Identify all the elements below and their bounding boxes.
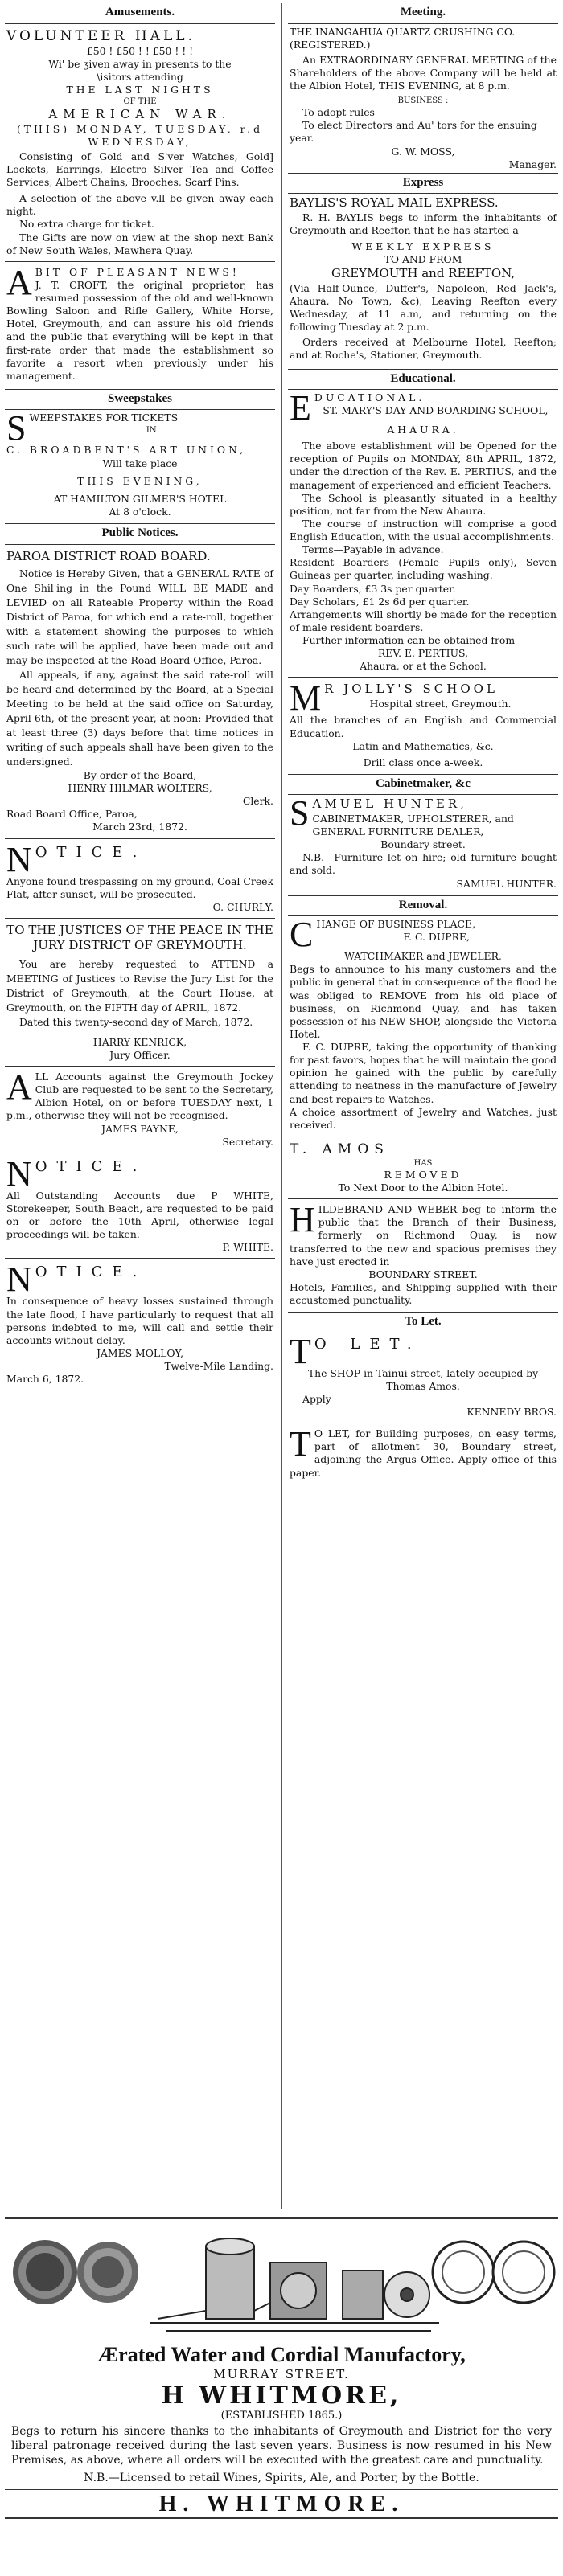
text-line: GREYMOUTH and REEFTON, bbox=[331, 266, 516, 281]
text-line: Twelve-Mile Landing. bbox=[164, 1360, 273, 1373]
amusements-heading: Amusements. bbox=[5, 3, 275, 24]
dupre-ad: CHANGE OF BUSINESS PLACE, F. C. DUPRE, WATCHMAKER and JEWELER, Begs to announce to his many customers and the public in general that in consequence of the flood he was obliged to REMOVE from his old place of business, on Richmond Quay, and has taken possession of his NEW SHOP, alongside the Victoria Hotel. F. C. DUPRE, taking the opportunity of thanking for past favors, hopes that he will maintain the good opinion he gained with the public by carefully attending to neatness in the manufacture of Jewelry and best repairs to Watches. A choice assortment of Jewelry and Watches, just received. bbox=[290, 915, 557, 1131]
text-line: THIS EVENING, bbox=[77, 474, 203, 487]
text-line: AMERICAN WAR. bbox=[48, 107, 232, 122]
signatory: G. W. MOSS, bbox=[391, 145, 455, 158]
sweepstakes-title: WEEPSTAKES FOR TICKETS bbox=[29, 412, 179, 424]
pleasant-body: J. T. CROFT, the original proprietor, has resumed possession of the old and well-known Bowling Saloon and Rifle Gallery, White Horse, Hotel, Greymouth, and can assure his old friends and the public that everything will be kept in that first-rate order that made the establishment so favorite a resort when previously under his management. bbox=[6, 278, 273, 382]
hunter-title: AMUEL HUNTER, bbox=[312, 797, 467, 812]
amos-title: T. AMOS bbox=[290, 1141, 389, 1157]
text-line: Clerk. bbox=[242, 795, 273, 808]
allotment-to-let-ad: T O LET, for Building purposes, on easy terms, part of allotment 30, Boundary street, adjoining the Argus Office. Apply office of this paper. bbox=[290, 1424, 557, 1479]
hildebrand-weber-ad: HILDEBRAND AND WEBER beg to inform the public that the Branch of their Business, formerly on Richmond Quay, is now transferred to the new and spacious premises they have just erected in BOUNDARY STREET. Hotels, Families, and Shipping supplied with their accustomed punctuality. bbox=[290, 1200, 557, 1307]
text-paragraph: N.B.—Furniture let on hire; old furniture bought and sold. bbox=[290, 851, 557, 877]
text-line: REMOVED bbox=[384, 1168, 462, 1181]
whitmore-street: MURRAY STREET. bbox=[213, 2367, 350, 2381]
text-line: Terms—Payable in advance. bbox=[302, 543, 444, 556]
notice-title: OTICE. bbox=[35, 1263, 147, 1281]
meeting-heading: Meeting. bbox=[288, 3, 558, 24]
signatory: JAMES MOLLOY, bbox=[96, 1346, 184, 1359]
left-column bbox=[5, 3, 275, 1387]
text-line: TO AND FROM bbox=[384, 253, 462, 266]
text-paragraph: The School is pleasantly situated in a healthy position, not far from the New Ahaura. bbox=[290, 491, 557, 517]
notice-title: OTICE. bbox=[35, 1157, 147, 1175]
road-board-title: PAROA DISTRICT ROAD BOARD. bbox=[6, 548, 211, 563]
sweepstakes-heading: Sweepstakes bbox=[5, 389, 275, 411]
text-line: Apply bbox=[302, 1392, 331, 1405]
inangahua-meeting-ad bbox=[288, 24, 558, 173]
st-marys-ad: EDUCATIONAL. ST. MARY'S DAY AND BOARDING SCHOOL, AHAURA. The above establishment will be Opened for the reception of Pupils on MONDAY, 8th APRIL, 1872, under the direction of the Rev. E. PERTIUS, and the management of experienced and efficient Teachers. The School is pleasantly situated in a healthy position, not far from the New Ahaura. The course of instruction will comprise a good English Education, with the usual accomplishments. Terms—Payable in advance. Resident Boarders (Female Pupils only), Seven Guineas per quarter, including washing. Day Boarders, £3 3s per quarter. Day Scholars, £1 2s 6d per quarter. Arrangements will shortly be made for the reception of male resident boarders. Further information can be obtained from REV. E. PERTIUS, Ahaura, or at the School. bbox=[290, 388, 557, 673]
justices-title: TO THE JUSTICES OF THE PEACE IN THE JURY DISTRICT OF GREYMOUTH. bbox=[6, 922, 273, 953]
jolly-school-ad: M R JOLLY'S SCHOOL Hospital street, Greymouth. All the branches of an English and Commercial Education. Latin and Mathematics, &c. Drill class once a-week. bbox=[290, 678, 557, 768]
whitmore-signature: H. WHITMORE. bbox=[5, 2489, 558, 2519]
justices-notice bbox=[5, 921, 275, 1063]
medal-icon-right-2 bbox=[493, 2242, 554, 2303]
whitmore-ad bbox=[5, 2214, 558, 2519]
to-let-heading: To Let. bbox=[288, 1312, 558, 1333]
whitmore-name: H WHITMORE, bbox=[161, 2381, 402, 2410]
text-line: March 6, 1872. bbox=[6, 1373, 84, 1386]
signatory: HENRY HILMAR WOLTERS, bbox=[68, 782, 212, 794]
amos-ad bbox=[288, 1139, 558, 1196]
text-line: To adopt rules bbox=[302, 106, 375, 119]
text-line: Day Scholars, £1 2s 6d per quarter. bbox=[290, 595, 470, 608]
text-line: CABINETMAKER, UPHOLSTERER, and GENERAL FURNITURE DEALER, bbox=[312, 812, 514, 838]
text-line: OF THE bbox=[123, 97, 157, 107]
jockey-club-notice: ALL Accounts against the Greymouth Jockey Club are requested to be sent to the Secretary, Albion Hotel, on or before TUESDAY next, 1 p.m., otherwise they will not be recognised. JAMES PAYNE, Secretary. bbox=[6, 1067, 273, 1148]
text-line: WEEKLY EXPRESS bbox=[351, 240, 495, 252]
text-paragraph: Arrangements will shortly be made for the reception of male resident boarders. bbox=[290, 608, 557, 633]
text-line: IN bbox=[146, 425, 157, 435]
text-paragraph: In consequence of heavy losses sustained through the late flood, I have particularly to request that all persons indebted to me, will call and settle their accounts without delay. bbox=[6, 1295, 273, 1346]
text-line: Secretary. bbox=[222, 1135, 273, 1148]
text-line: Hospital street, Greymouth. bbox=[369, 697, 512, 710]
text-line: \isitors attending bbox=[97, 70, 183, 83]
text-line: Dated this twenty-second day of March, 1872. bbox=[19, 1015, 253, 1028]
text-line: Ahaura, or at the School. bbox=[360, 660, 487, 673]
public-notices-heading: Public Notices. bbox=[5, 523, 275, 545]
text-paragraph: Begs to announce to his many customers and the public in general that in consequence of the flood he was obliged to REMOVE from his old place of business, on Richmond Quay, and has taken possession of his NEW SHOP, alongside the Victoria Hotel. bbox=[290, 963, 557, 1040]
churly-notice: NOTICE. Anyone found trespassing on my ground, Coal Creek Flat, after sunset, will be prosecuted. O. CHURLY. bbox=[6, 839, 273, 913]
text-line: To elect Directors and Au' tors for the ensuing year. bbox=[290, 119, 537, 145]
text-paragraph: A choice assortment of Jewelry and Watches, just received. bbox=[290, 1105, 557, 1131]
whitmore-licence: N.B.—Licensed to retail Wines, Spirits, Ale, and Porter, by the Bottle. bbox=[84, 2471, 479, 2484]
text-line: Boundary street. bbox=[380, 838, 466, 851]
text-line: AHAURA. bbox=[387, 424, 459, 436]
text-paragraph: Resident Boarders (Female Pupils only), Seven Guineas per quarter, including washing. bbox=[290, 556, 557, 582]
text-paragraph: The Gifts are now on view at the shop next Bank of New South Wales, Mawhera Quay. bbox=[6, 231, 273, 256]
text-line: Will take place bbox=[102, 457, 178, 469]
hw-body: ILDEBRAND AND WEBER beg to inform the public that the Branch of their Business, formerly on Richmond Quay, is now transferred to the new and spacious premises they have just erected in bbox=[290, 1203, 557, 1268]
dupre-title: HANGE OF BUSINESS PLACE, bbox=[316, 918, 476, 931]
prize-line: £50 ! £50 ! ! £50 ! ! ! bbox=[86, 44, 194, 57]
text-paragraph: Anyone found trespassing on my ground, Coal Creek Flat, after sunset, will be prosecuted. bbox=[6, 874, 273, 900]
text-paragraph: Notice is Hereby Given, that a GENERAL RATE of One Shil'ing in the Pound WILL BE MADE and LEVIED on all Rateable Property within the Road District of Paroa, for which end a rate-roll, together with a statement showing the purposes to which such rate will be applied, have been made out and may be inspected at the Road Board Office, Paroa. bbox=[6, 567, 273, 666]
educational-title: DUCATIONAL. bbox=[314, 391, 425, 403]
machinery-icon bbox=[150, 2238, 439, 2331]
signatory: SAMUEL HUNTER. bbox=[456, 877, 557, 890]
text-paragraph: F. C. DUPRE, taking the opportunity of thanking for past favors, hopes that he will maintain the good opinion he gained with the public by carefully attending to neatness in the manufacture of Jewelry and best repairs to Watches. bbox=[290, 1041, 557, 1105]
allotment-body: O LET, for Building purposes, on easy terms, part of allotment 30, Boundary street, adjoining the Argus Office. Apply office of this paper. bbox=[290, 1427, 557, 1479]
educational-heading: Educational. bbox=[288, 369, 558, 391]
text-line: Drill class once a-week. bbox=[363, 756, 483, 768]
signatory: JAMES PAYNE, bbox=[101, 1122, 179, 1135]
text-line: Further information can be obtained from bbox=[302, 634, 516, 646]
baylis-express-ad bbox=[288, 194, 558, 363]
text-paragraph: A selection of the above v.ll be given away each night. bbox=[6, 192, 273, 218]
text-line: To Next Door to the Albion Hotel. bbox=[338, 1182, 508, 1194]
removal-heading: Removal. bbox=[288, 895, 558, 917]
text-line: At 8 o'clock. bbox=[109, 505, 171, 518]
signatory: P. WHITE. bbox=[222, 1241, 273, 1254]
molloy-notice: NOTICE. In consequence of heavy losses sustained through the late flood, I have particularly to request that all persons indebted to me, will call and settle their accounts without delay. JAMES MOLLOY, Twelve-Mile Landing. March 6, 1872. bbox=[6, 1259, 273, 1386]
signatory: O. CHURLY. bbox=[212, 900, 273, 913]
white-notice: NOTICE. All Outstanding Accounts due P WHITE, Storekeeper, South Beach, are requested to be paid on or before the 10th April, otherwise legal proceedings will be taken. P. WHITE. bbox=[6, 1153, 273, 1254]
text-line: F. C. DUPRE, bbox=[403, 931, 470, 944]
text-line: REV. E. PERTIUS, bbox=[377, 647, 469, 660]
sweepstakes-ad: SWEEPSTAKES FOR TICKETS IN C. BROADBENT'S ART UNION, Will take place THIS EVENING, AT HAMILTON GILMER'S HOTEL At 8 o'clock. bbox=[5, 410, 275, 520]
text-paragraph: Orders received at Melbourne Hotel, Reefton; and at Roche's, Stationer, Greymouth. bbox=[290, 336, 557, 362]
text-line: C. BROADBENT'S ART UNION, bbox=[6, 444, 247, 457]
text-line: Wi' be ʒiven away in presents to the bbox=[48, 57, 232, 70]
engraving-illustration bbox=[5, 2222, 558, 2343]
text-line: AT HAMILTON GILMER'S HOTEL bbox=[53, 492, 227, 505]
text-paragraph: The above establishment will be Opened for the reception of Pupils on MONDAY, 8th APRIL, 1872, under the direction of the Rev. E. PERTIUS, and the management of experienced and efficient Teachers. bbox=[290, 440, 557, 491]
to-let-title: O LET. bbox=[314, 1335, 421, 1353]
text-paragraph: All the branches of an English and Commercial Education. bbox=[290, 714, 557, 739]
text-paragraph: The SHOP in Tainui street, lately occupied by Thomas Amos. bbox=[307, 1366, 539, 1392]
text-line: ST. MARY'S DAY AND BOARDING SCHOOL, bbox=[323, 404, 549, 417]
text-line: Day Boarders, £3 3s per quarter. bbox=[290, 582, 456, 595]
text-paragraph: All appeals, if any, against the said rate-roll will be heard and determined by the Board, at a Special Meeting to be held at the said office on Saturday, April 6th, of the present year, at noon: Provided that at least three (3) days before that time notices in writing of such appeals shall have been given to the undersigned. bbox=[6, 668, 273, 768]
text-line: WATCHMAKER and JEWELER, bbox=[344, 950, 502, 963]
text-paragraph: Hotels, Families, and Shipping supplied with their accustomed punctuality. bbox=[290, 1280, 557, 1307]
medal-icon-left bbox=[13, 2240, 77, 2304]
medal-icon-right bbox=[433, 2242, 494, 2303]
text-paragraph: The course of instruction will comprise a good English Education, with the usual accomplishments. bbox=[290, 517, 557, 543]
whitmore-established: (ESTABLISHED 1865.) bbox=[220, 2410, 343, 2422]
newspaper-page bbox=[5, 3, 558, 2573]
cabinetmaker-heading: Cabinetmaker, &c bbox=[288, 774, 558, 796]
text-line: BOUNDARY STREET. bbox=[368, 1268, 478, 1280]
road-board-ad bbox=[5, 545, 275, 836]
signatory: KENNEDY BROS. bbox=[466, 1406, 557, 1419]
kennedy-to-let-ad: T O LET. The SHOP in Tainui street, lately occupied by Thomas Amos. Apply KENNEDY BROS. bbox=[290, 1331, 557, 1419]
text-line: Manager. bbox=[508, 158, 557, 170]
notice-title: OTICE. bbox=[35, 843, 147, 861]
express-title: BAYLIS'S ROYAL MAIL EXPRESS. bbox=[290, 195, 499, 211]
text-line: BUSINESS : bbox=[397, 96, 449, 106]
medal-icon-left-2 bbox=[77, 2242, 138, 2303]
text-line: Jury Officer. bbox=[109, 1048, 171, 1061]
text-paragraph: No extra charge for ticket. bbox=[19, 218, 154, 231]
hunter-ad: SAMUEL HUNTER, CABINETMAKER, UPHOLSTERER, and GENERAL FURNITURE DEALER, Boundary street. N.B.—Furniture let on hire; old furniture bought and sold. SAMUEL HUNTER. bbox=[290, 793, 557, 890]
text-paragraph: Consisting of Gold and S'ver Watches, Gold] Lockets, Earrings, Electro Silver Tea and Coffee Services, Albert Chains, Brooches, Scarf Pins. bbox=[6, 149, 273, 189]
volunteer-title: VOLUNTEER HALL. bbox=[6, 27, 195, 44]
text-line: March 23rd, 1872. bbox=[92, 821, 187, 833]
whitmore-title: Ærated Water and Cordial Manufactory, bbox=[97, 2343, 466, 2366]
text-line: HAS bbox=[413, 1158, 433, 1168]
text-paragraph: All Outstanding Accounts due P WHITE, Storekeeper, South Beach, are requested to be paid on or before the 10th April, otherwise legal proceedings will be taken. bbox=[6, 1189, 273, 1241]
text-paragraph: You are hereby requested to ATTEND a MEETING of Justices to Revise the Jury List for the District of Greymouth, at the Court House, at Greymouth, on the FIFTH day of APRIL, 1872. bbox=[6, 957, 273, 1014]
text-line: Latin and Mathematics, &c. bbox=[352, 739, 494, 752]
meeting-title: THE INANGAHUA QUARTZ CRUSHING CO. (REGISTERED.) bbox=[290, 25, 516, 51]
text-line: Road Board Office, Paroa, bbox=[6, 808, 138, 821]
text-paragraph: An EXTRAORDINARY GENERAL MEETING of the Shareholders of the above Company will be held at the Albion Hotel, THIS EVENING, at 8 p.m. bbox=[290, 53, 557, 92]
pleasant-news-ad: ABIT OF PLEASANT NEWS! J. T. CROFT, the original proprietor, has resumed possession of the old and well-known Bowling Saloon and Rifle Gallery, White Horse, Hotel, Greymouth, and can assure his old friends and the public that everything will be kept in that first-rate order that made the establishment so favorite a resort when previously under his management. bbox=[6, 262, 273, 382]
whitmore-body: Begs to return his sincere thanks to the inhabitants of Greymouth and District for the very liberal patronage received during the last seven years. Business is now resumed in his New Premises, as above, where all orders will be executed with the greatest care and punctuality. bbox=[11, 2425, 552, 2467]
text-paragraph: (Via Half-Ounce, Duffer's, Napoleon, Red Jack's, Ahaura, No Town, &c), Leaving Reefton every Wednesday, at 11 a.m, and returning on the following Tuesday at 2 p.m. bbox=[290, 281, 557, 334]
jockey-body: LL Accounts against the Greymouth Jockey Club are requested to be sent to the Secretary, Albion Hotel, on or before TUESDAY next, 1 p.m., otherwise they will not be recognised. bbox=[6, 1071, 273, 1122]
factory-machinery-illustration bbox=[5, 2222, 558, 2343]
text-line: By order of the Board, bbox=[83, 768, 197, 781]
right-column bbox=[288, 3, 558, 1481]
express-heading: Express bbox=[288, 173, 558, 195]
text-line: WEDNESDAY, bbox=[88, 135, 192, 148]
pleasant-title: BIT OF PLEASANT NEWS! bbox=[35, 265, 240, 278]
text-paragraph: R. H. BAYLIS begs to inform the inhabitants of Greymouth and Reefton that he has started a bbox=[290, 211, 557, 236]
jolly-title: R JOLLY'S SCHOOL bbox=[324, 682, 498, 697]
text-line: (THIS) MONDAY, TUESDAY, r.d bbox=[16, 122, 264, 135]
text-line: THE LAST NIGHTS bbox=[66, 83, 214, 96]
signatory: HARRY KENRICK, bbox=[92, 1035, 187, 1048]
volunteer-hall-ad bbox=[5, 24, 275, 259]
